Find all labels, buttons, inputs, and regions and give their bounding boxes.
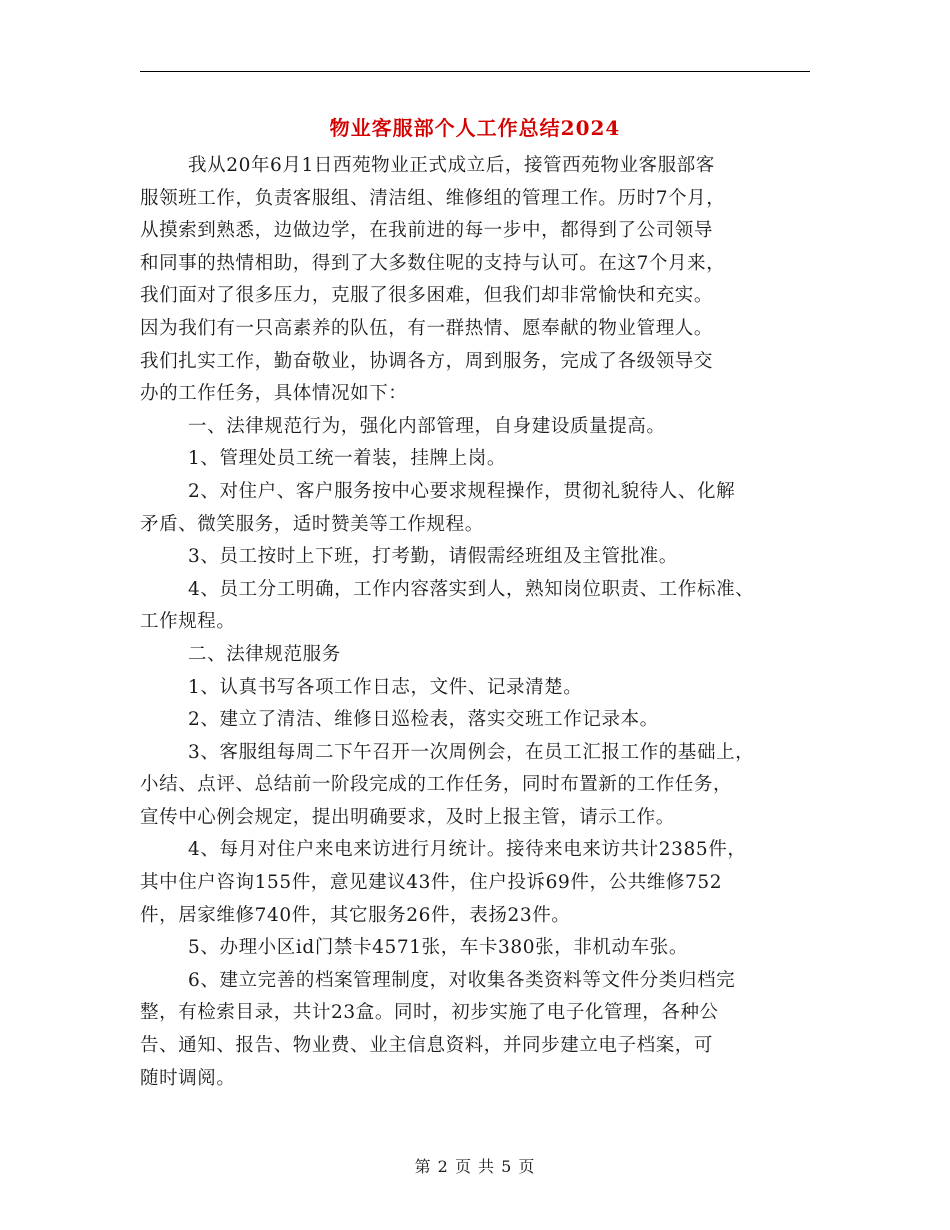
text-line: 3、客服组每周二下午召开一次周例会，在员工汇报工作的基础上， xyxy=(188,741,755,763)
text-line: 5、办理小区id门禁卡4571张，车卡380张，非机动车张。 xyxy=(188,937,688,959)
text-line: 矛盾、微笑服务，适时赞美等工作规程。 xyxy=(140,513,484,535)
text-line: 其中住户咨询155件，意见建议43件，住户投诉69件，公共维修752 xyxy=(140,872,723,894)
text-line: 随时调阅。 xyxy=(140,1067,236,1089)
text-line: 整，有检索目录，共计23盒。同时，初步实施了电子化管理，各种公 xyxy=(140,1002,719,1024)
text-line: 办的工作任务，具体情况如下： xyxy=(140,383,408,405)
text-line: 2、建立了清洁、维修日巡检表，落实交班工作记录本。 xyxy=(188,709,659,731)
text-line: 和同事的热情相助，得到了大多数住呢的支持与认可。在这7个月来， xyxy=(140,252,726,274)
text-line: 3、员工按时上下班，打考勤，请假需经班组及主管批准。 xyxy=(188,546,678,568)
text-line: 从摸索到熟悉，边做边学，在我前进的每一步中，都得到了公司领导 xyxy=(140,220,714,242)
text-line: 件，居家维修740件，其它服务26件，表扬23件。 xyxy=(140,904,571,926)
header-rule xyxy=(140,71,810,72)
text-line: 我们扎实工作，勤奋敬业，协调各方，周到服务，完成了各级领导交 xyxy=(140,350,714,372)
text-line: 2、对住户、客户服务按中心要求规程操作，贯彻礼貌待人、化解 xyxy=(188,480,736,502)
text-line: 告、通知、报告、物业费、业主信息资料，并同步建立电子档案，可 xyxy=(140,1035,714,1057)
document-title: 物业客服部个人工作总结2024 xyxy=(329,116,621,140)
text-line: 我们面对了很多压力，克服了很多困难，但我们却非常愉快和充实。 xyxy=(140,285,714,307)
text-line: 6、建立完善的档案管理制度，对收集各类资料等文件分类归档完 xyxy=(188,969,736,991)
text-line: 我从20年6月1日西苑物业正式成立后，接管西苑物业客服部客 xyxy=(188,155,715,176)
text-line: 服领班工作，负责客服组、清洁组、维修组的管理工作。历时7个月， xyxy=(140,187,726,209)
text-line: 4、每月对住户来电来访进行月统计。接待来电来访共计2385件， xyxy=(188,839,747,861)
text-line: 一、法律规范行为，强化内部管理，自身建设质量提高。 xyxy=(188,415,666,437)
text-line: 二、法律规范服务 xyxy=(188,643,341,665)
text-line: 因为我们有一只高素养的队伍，有一群热情、愿奉献的物业管理人。 xyxy=(140,317,714,339)
text-line: 4、员工分工明确，工作内容落实到人，熟知岗位职责、工作标准、 xyxy=(188,578,755,600)
page-number: 第 2 页 共 5 页 xyxy=(414,1157,536,1176)
text-line: 工作规程。 xyxy=(140,611,236,633)
text-line: 1、认真书写各项工作日志，文件、记录清楚。 xyxy=(188,676,583,698)
text-line: 小结、点评、总结前一阶段完成的工作任务，同时布置新的工作任务， xyxy=(140,774,733,796)
document-body xyxy=(140,150,830,1095)
text-line: 1、管理处员工统一着装，挂牌上岗。 xyxy=(188,448,506,470)
text-line: 宣传中心例会规定，提出明确要求，及时上报主管，请示工作。 xyxy=(140,806,675,828)
